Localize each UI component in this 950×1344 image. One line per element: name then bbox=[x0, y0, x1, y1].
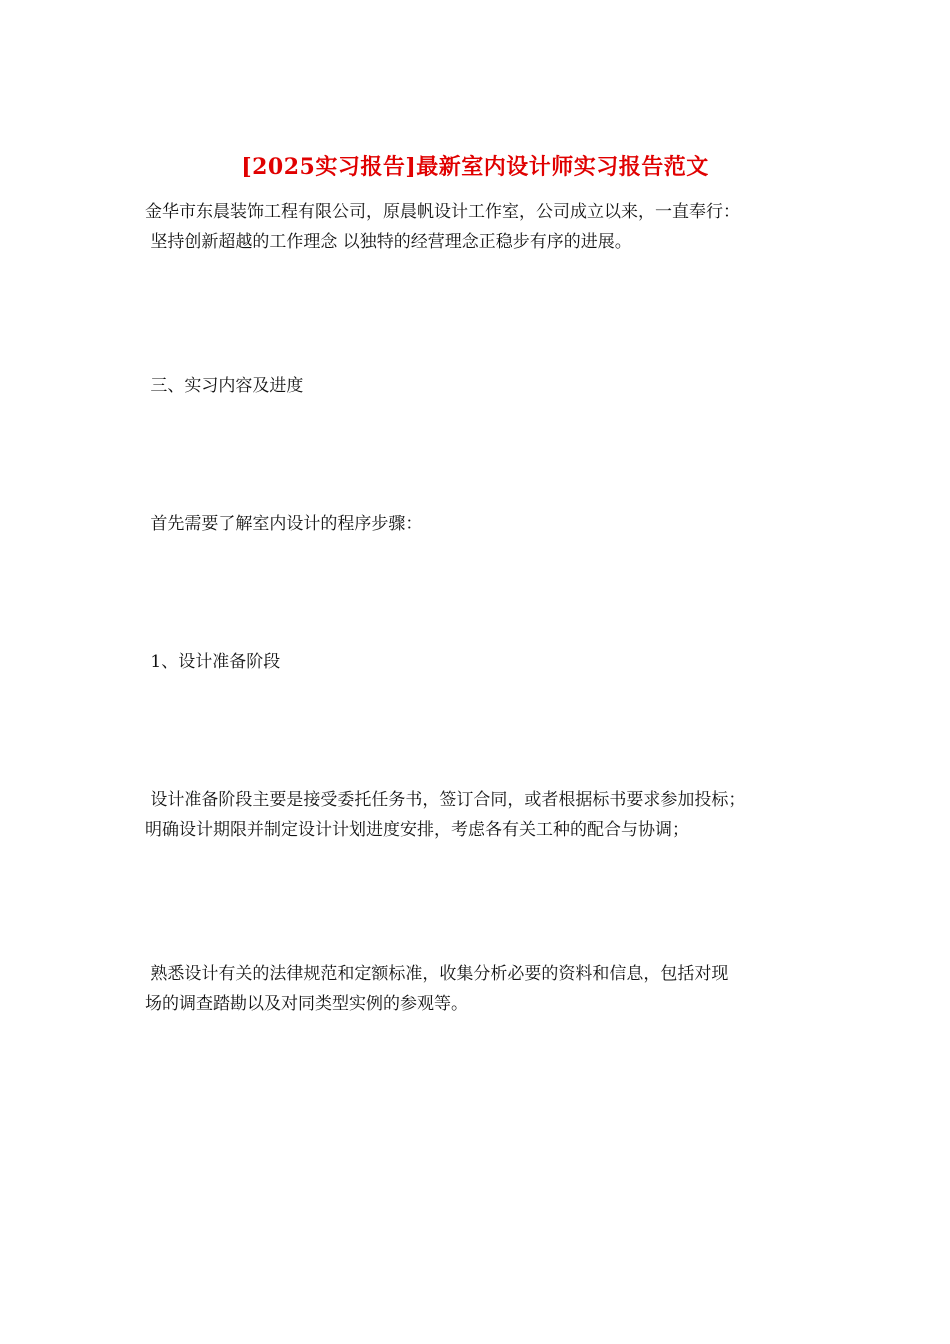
paragraph-line: 金华市东晨装饰工程有限公司，原晨帆设计工作室，公司成立以来，一直奉行： bbox=[145, 202, 740, 222]
paragraph-line: 熟悉设计有关的法律规范和定额标准，收集分析必要的资料和信息，包括对现 bbox=[145, 964, 729, 984]
paragraph-line: 设计准备阶段主要是接受委托任务书，签订合同，或者根据标书要求参加投标； bbox=[145, 790, 746, 810]
paragraph-design-procedure-intro bbox=[145, 509, 817, 539]
heading-line: 1、设计准备阶段 bbox=[145, 652, 281, 672]
subheading-design-preparation bbox=[145, 647, 817, 677]
paragraph-company-intro bbox=[145, 197, 817, 257]
paragraph-line: 明确设计期限并制定设计计划进度安排，考虑各有关工种的配合与协调； bbox=[145, 820, 689, 840]
paragraph-line: 场的调查踏勘以及对同类型实例的参观等。 bbox=[145, 994, 468, 1014]
paragraph-line: 首先需要了解室内设计的程序步骤： bbox=[145, 514, 423, 534]
paragraph-preparation-stage bbox=[145, 785, 817, 845]
document-title: [2025实习报告]最新室内设计师实习报告范文 bbox=[241, 154, 709, 180]
paragraph-line: 坚持创新超越的工作理念 以独特的经营理念正稳步有序的进展。 bbox=[145, 232, 632, 252]
heading-line: 三、实习内容及进度 bbox=[145, 376, 304, 396]
paragraph-regulations-research bbox=[145, 959, 817, 1019]
section-heading-internship-content bbox=[145, 371, 817, 401]
